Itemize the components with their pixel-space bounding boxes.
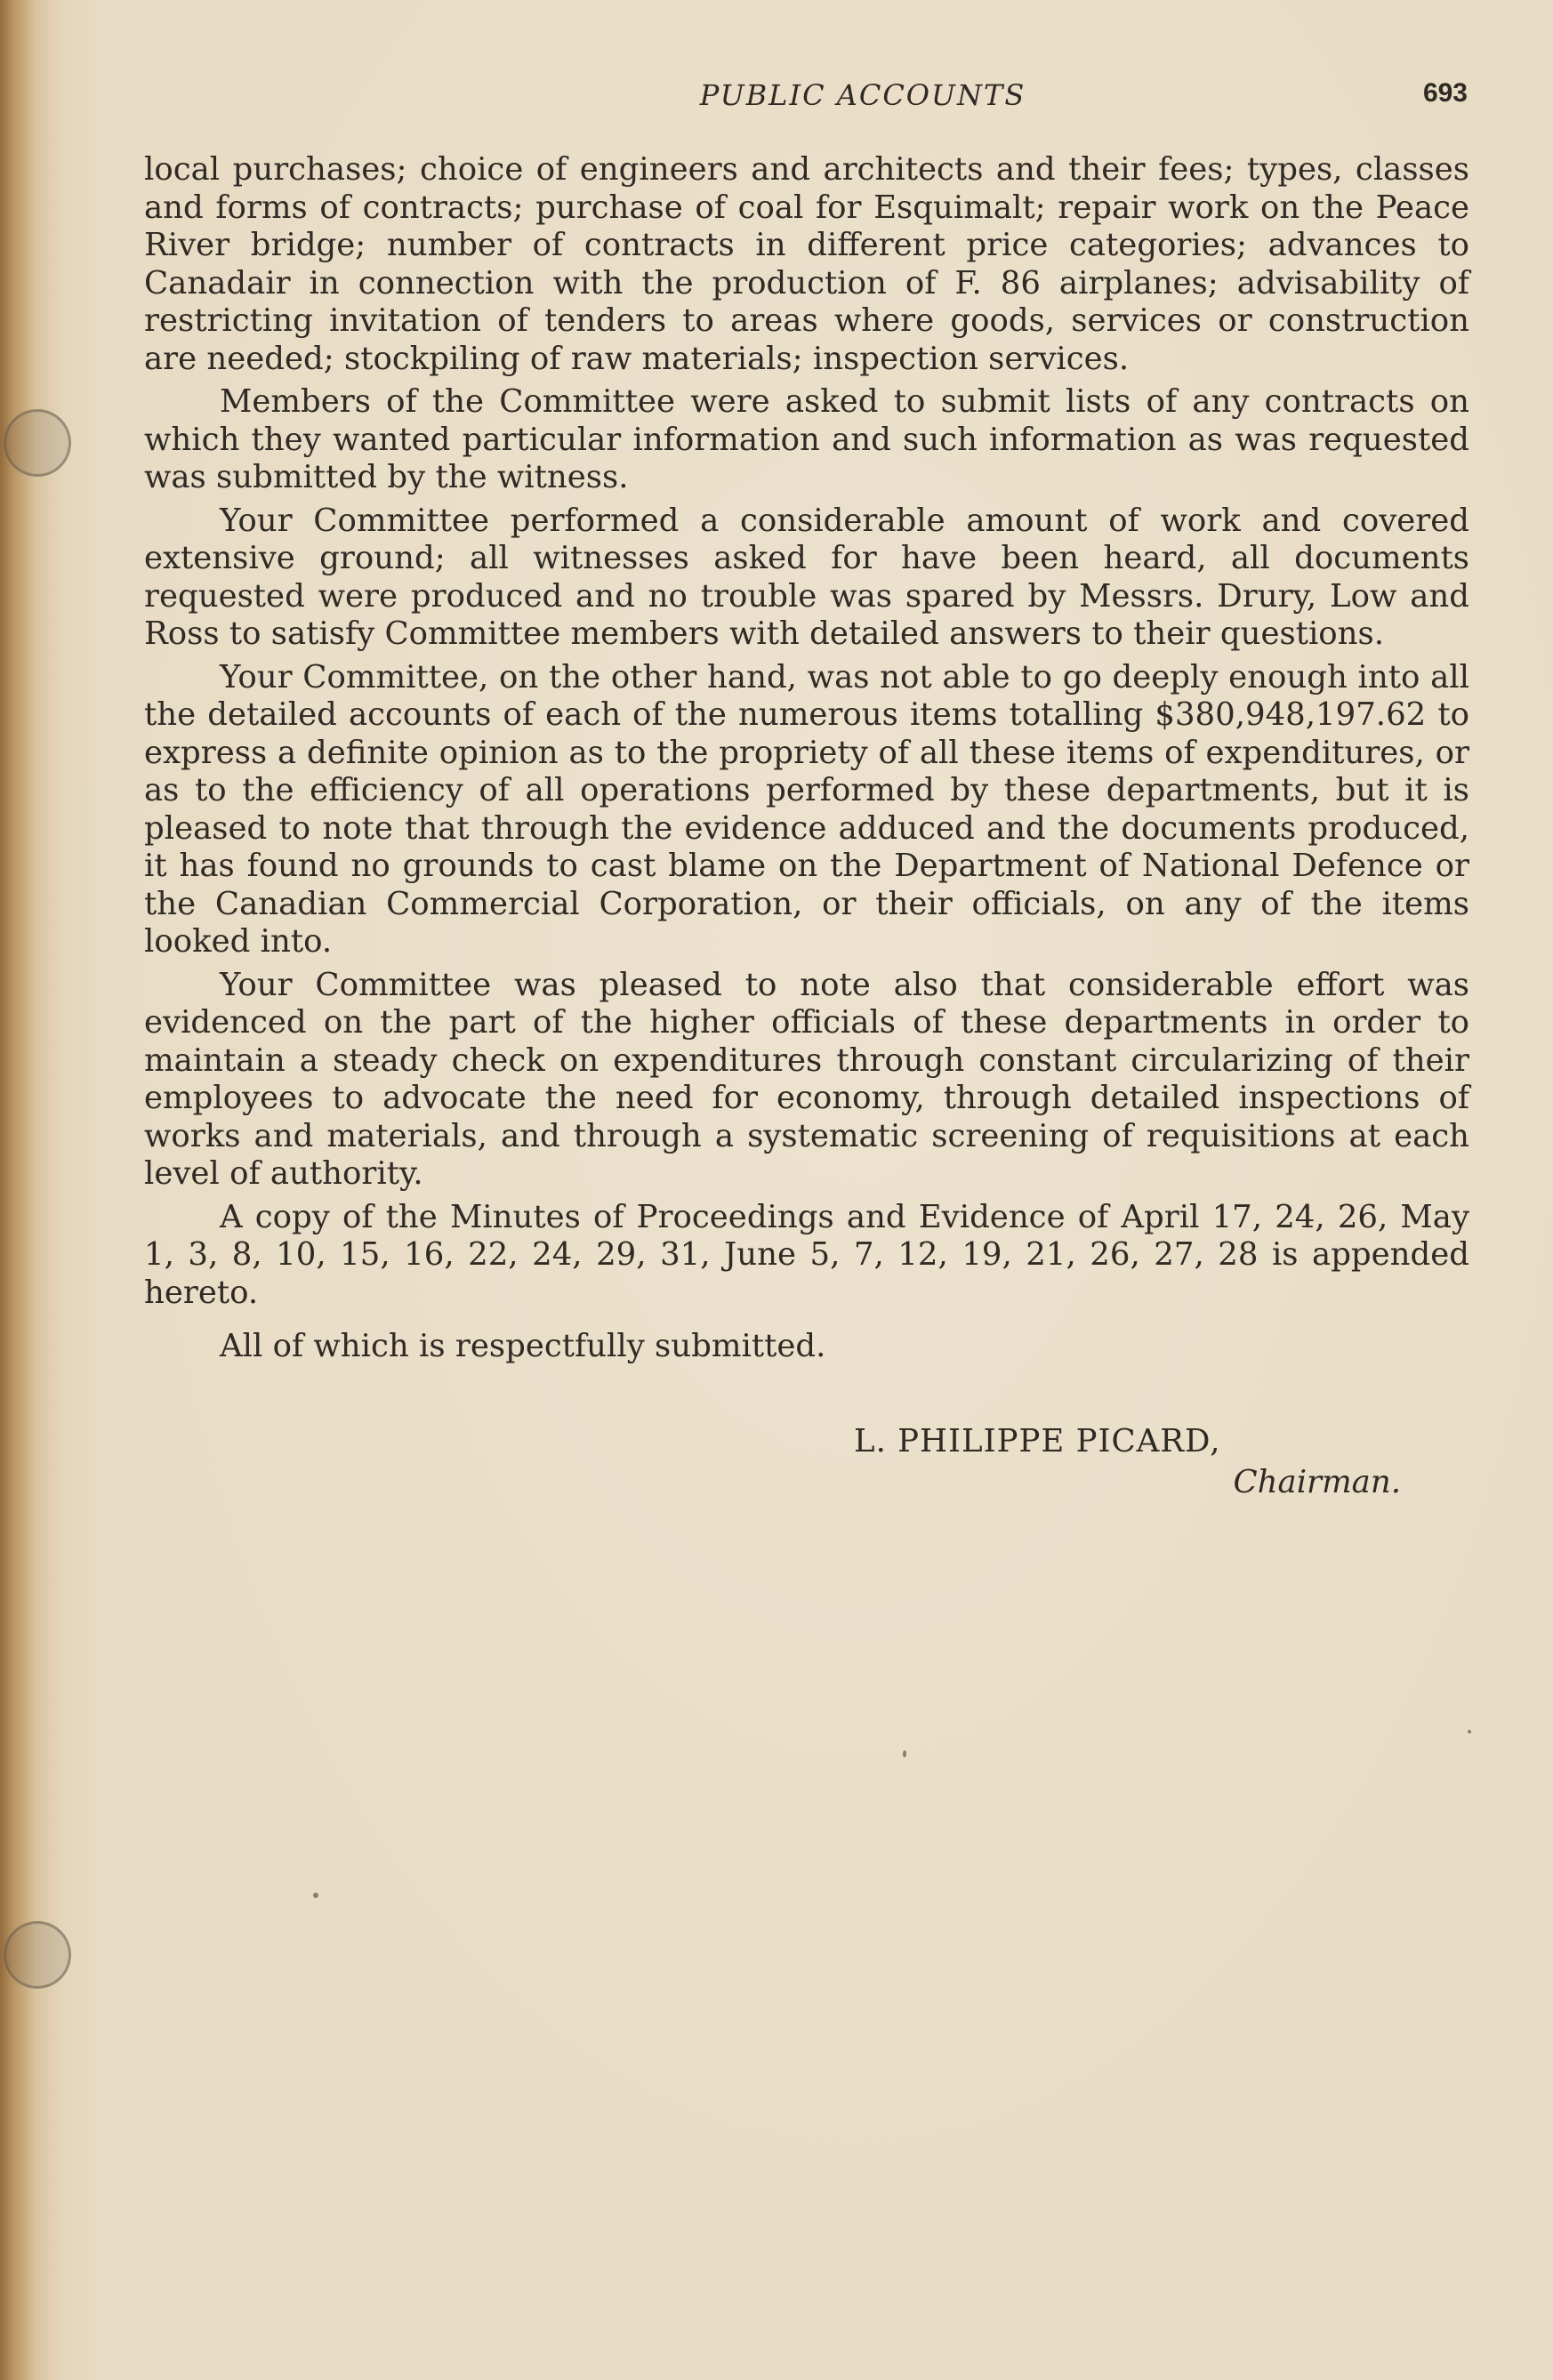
paragraph: Members of the Committee were asked to submit lists of any contracts on which they wanted particular information and such information as was requested was submitted by the witness. [144,383,1469,495]
paragraph: Your Committee, on the other hand, was not able to go deeply enough into all the detailed accounts of each of the numerous items totalling $380,948,197.62 to express a definite opinion as to the propriety of all these items of expenditures, or as to the efficiency of all operations performed by these departments, but it is pleased to note that through the evidence adduced and the documents produced, it has found no grounds to cast blame on the Department of National Defence or the Canadian Commercial Corporation, or their officials, on any of the items looked into. [144,658,1469,960]
page-header [142,78,1477,117]
page-number: 693 [1422,78,1468,108]
paragraph: Your Committee performed a considerable amount of work and covered extensive ground; all witnesses asked for have been heard, all documents requested were produced and no trouble was spared by Messrs. Drury, Low and Ross to satisfy Committee members with detailed answers to their questions. [144,502,1469,652]
closing-statement: All of which is respectfully submitted. [220,1328,826,1364]
binding-hole-mark [4,1921,71,1989]
paragraph: Your Committee was pleased to note also that considerable effort was evidenced on the part of the higher officials of these departments in order to maintain a steady check on expenditures through constant circularizing of their employees to advocate the need for economy, through detailed inspections of works and materials, and through a systematic screening of requisitions at each level of authority. [144,966,1469,1192]
signature-block [854,1421,1423,1503]
signer-title: Chairman. [1233,1464,1401,1500]
binding-edge [0,0,53,2380]
paper-speck [1468,1730,1471,1733]
paper-speck [313,1893,318,1898]
running-head: PUBLIC ACCOUNTS [699,78,1026,112]
signer-name: L. PHILIPPE PICARD, [854,1423,1221,1459]
report-body [144,151,1469,1371]
binding-hole-mark [4,409,71,477]
paragraph: A copy of the Minutes of Proceedings and Evidence of April 17, 24, 26, May 1, 3, 8, 10, 15, 16, 22, 24, 29, 31, June 5, 7, 12, 19, 21, 26, 27, 28 is appended hereto. [144,1198,1469,1311]
paragraph: local purchases; choice of engineers and architects and their fees; types, classes and forms of contracts; purchase of coal for Esquimalt; repair work on the Peace River bridge; number of contracts in different price categories; advances to Canadair in connection with the production of F. 86 airplanes; advisability of restricting invitation of tenders to areas where goods, services or construction are needed; stockpiling of raw materials; inspection services. [144,151,1469,377]
paper-speck [903,1750,906,1757]
